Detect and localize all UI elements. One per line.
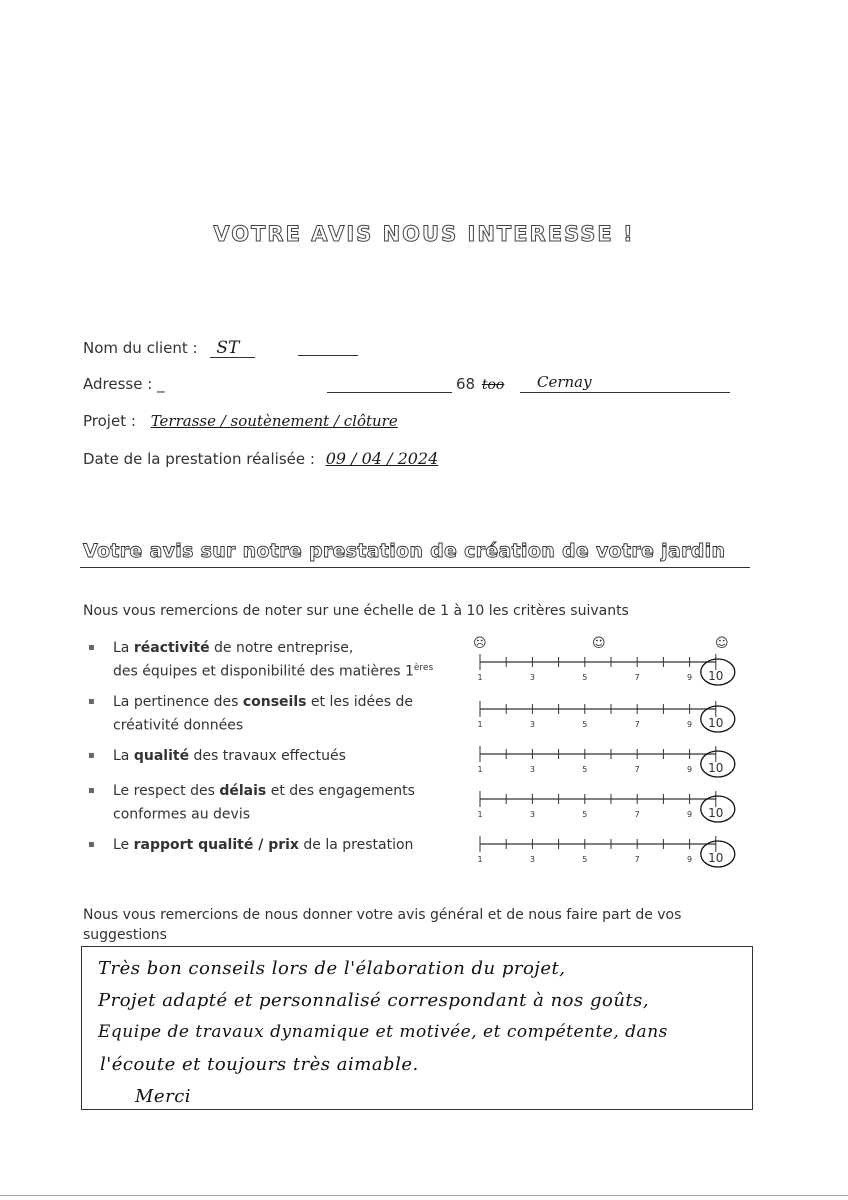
scale-label-5: 5 bbox=[582, 855, 588, 864]
criterion-text: La pertinence des conseils et les idées de créativité données bbox=[113, 694, 413, 734]
scale-label-10: 10 bbox=[708, 851, 724, 865]
scale-label-9: 9 bbox=[687, 673, 693, 682]
date-row bbox=[83, 449, 438, 468]
scale-label-7: 7 bbox=[634, 810, 640, 819]
scale-label-1: 1 bbox=[477, 720, 483, 729]
comment-line-4: l'écoute et toujours très aimable. bbox=[100, 1054, 419, 1075]
project-value: Terrasse / soutènement / clôture bbox=[150, 412, 398, 430]
address-postal bbox=[456, 375, 504, 393]
comment-line-3: Equipe de travaux dynamique et motivée, et compétente, dans bbox=[98, 1022, 668, 1042]
client-name-underline bbox=[210, 357, 255, 358]
scale-label-1: 1 bbox=[477, 855, 483, 864]
criterion-text: Le rapport qualité / prix de la prestation bbox=[113, 837, 414, 853]
address-label: Adresse : bbox=[83, 375, 153, 393]
scale-label-10: 10 bbox=[708, 716, 724, 730]
project-row bbox=[83, 412, 398, 430]
address-hand-2: Cernay bbox=[537, 373, 592, 391]
scale-label-9: 9 bbox=[687, 720, 693, 729]
project-label: Projet : bbox=[83, 412, 136, 430]
bullet-icon: ▪ bbox=[88, 839, 95, 850]
scale-label-3: 3 bbox=[529, 765, 535, 774]
scale-label-1: 1 bbox=[477, 673, 483, 682]
section-title: Votre avis sur notre prestation de création de votre jardin bbox=[83, 540, 726, 562]
scale-label-10: 10 bbox=[708, 761, 724, 775]
date-value: 09 / 04 / 2024 bbox=[325, 449, 439, 468]
bullet-icon: ▪ bbox=[88, 750, 95, 761]
date-label: Date de la prestation réalisée : bbox=[83, 450, 315, 468]
scale-label-9: 9 bbox=[687, 765, 693, 774]
neutral-face-icon: ☺ bbox=[592, 636, 606, 651]
scale-label-5: 5 bbox=[582, 673, 588, 682]
scale-label-7: 7 bbox=[634, 720, 640, 729]
section-rule bbox=[80, 567, 750, 568]
rating-intro: Nous vous remercions de noter sur une échelle de 1 à 10 les critères suivants bbox=[83, 603, 629, 619]
criterion-text: La réactivité de notre entreprise, des équipes et disponibilité des matières 1ères bbox=[113, 640, 434, 680]
criterion-text: La qualité des travaux effectués bbox=[113, 748, 346, 764]
criterion-text: Le respect des délais et des engagements conformes au devis bbox=[113, 783, 415, 823]
comment-line-2: Projet adapté et personnalisé correspondant à nos goûts, bbox=[98, 990, 650, 1011]
rating-scale-2 bbox=[470, 697, 760, 737]
scale-label-9: 9 bbox=[687, 855, 693, 864]
address-underline-2 bbox=[520, 392, 730, 393]
scale-label-7: 7 bbox=[634, 855, 640, 864]
address-underline-1 bbox=[327, 392, 452, 393]
rating-scale-1 bbox=[470, 650, 760, 690]
rating-scale-4 bbox=[470, 787, 760, 827]
scale-label-9: 9 bbox=[687, 810, 693, 819]
scale-label-3: 3 bbox=[529, 855, 535, 864]
sad-face-icon: ☹ bbox=[473, 636, 487, 651]
address-hand-1: too bbox=[481, 377, 505, 393]
address-row bbox=[83, 375, 165, 393]
address-postal-code: 68 bbox=[456, 375, 476, 393]
scale-label-7: 7 bbox=[634, 765, 640, 774]
page-bottom-rule bbox=[0, 1195, 848, 1196]
happy-face-icon: ☺ bbox=[715, 636, 729, 651]
rating-scale-3 bbox=[470, 742, 760, 782]
page-title: VOTRE AVIS NOUS INTERESSE ! bbox=[213, 222, 635, 246]
client-name-row bbox=[83, 338, 239, 358]
client-name-label: Nom du client : bbox=[83, 339, 198, 357]
bullet-icon: ▪ bbox=[88, 642, 95, 653]
scale-label-3: 3 bbox=[529, 673, 535, 682]
scale-label-3: 3 bbox=[529, 810, 535, 819]
scale-label-1: 1 bbox=[477, 765, 483, 774]
bullet-icon: ▪ bbox=[88, 785, 95, 796]
scale-label-7: 7 bbox=[634, 673, 640, 682]
scale-label-5: 5 bbox=[582, 720, 588, 729]
rating-scale-5 bbox=[470, 832, 760, 872]
scale-label-10: 10 bbox=[708, 669, 724, 683]
client-name-value: ST bbox=[216, 338, 240, 358]
scale-label-5: 5 bbox=[582, 810, 588, 819]
comment-line-5: Merci bbox=[135, 1086, 192, 1107]
suggestions-intro: Nous vous remercions de nous donner votre avis général et de nous faire part de vos suggestions bbox=[83, 907, 682, 943]
comment-line-1: Très bon conseils lors de l'élaboration du projet, bbox=[98, 958, 566, 979]
scale-label-3: 3 bbox=[529, 720, 535, 729]
client-name-underline-2 bbox=[298, 355, 358, 356]
scale-label-1: 1 bbox=[477, 810, 483, 819]
address-prefix: _ bbox=[157, 375, 165, 393]
scale-label-10: 10 bbox=[708, 806, 724, 820]
bullet-icon: ▪ bbox=[88, 696, 95, 707]
scale-label-5: 5 bbox=[582, 765, 588, 774]
